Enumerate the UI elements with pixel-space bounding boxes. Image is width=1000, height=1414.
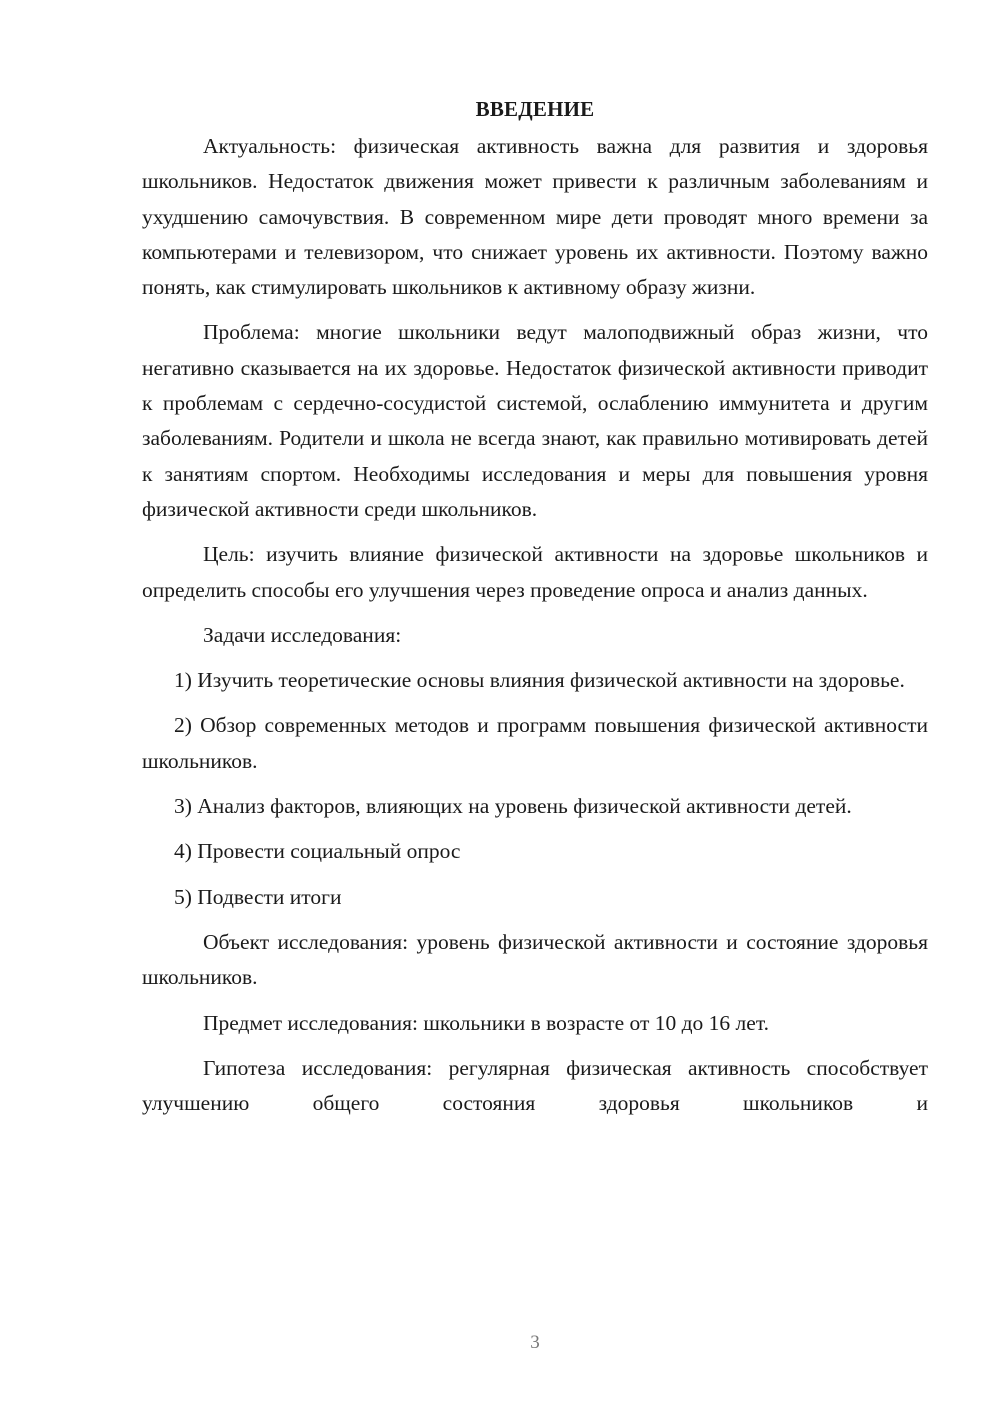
page-number: 3: [530, 1332, 540, 1353]
page-title: ВВЕДЕНИЕ: [475, 97, 595, 121]
relevance-paragraph: Актуальность: физическая активность важна для развития и здоровья школьников. Недостаток движения может привести к различным заболеваниям и ухудшению самочувствия. В современном мире дети проводят много времени за компьютерами и телевизором, что снижает уровень их активности. Поэтому важно понять, как стимулировать школьников к активному образу жизни.: [142, 134, 928, 300]
subject-paragraph: Предмет исследования: школьники в возрасте от 10 до 16 лет.: [203, 1010, 769, 1035]
list-item: 3) Анализ факторов, влияющих на уровень физической активности детей.: [174, 794, 852, 819]
list-item: 5) Подвести итоги: [174, 884, 342, 909]
problem-paragraph: Проблема: многие школьники ведут малоподвижный образ жизни, что негативно сказывается на их здоровье. Недостаток физической активности приводит к проблемам с сердечно-сосудистой системой, ослаблению иммунитета и другим заболеваниям. Родители и школа не всегда знают, как правильно мотивировать детей к занятиям спортом. Необходимы исследования и меры для повышения уровня физической активности среди школьников.: [142, 320, 928, 521]
list-item: 2) Обзор современных методов и программ повышения физической активности школьников.: [142, 713, 928, 773]
tasks-title: Задачи исследования:: [203, 622, 402, 647]
object-paragraph: Объект исследования: уровень физической активности и состояние здоровья школьников.: [142, 929, 928, 990]
hypothesis-paragraph: Гипотеза исследования: регулярная физическая активность способствует улучшению общего состояния здоровья школьников и: [142, 1055, 928, 1116]
list-item: 1) Изучить теоретические основы влияния физической активности на здоровье.: [174, 668, 905, 693]
document-page: [142, 92, 928, 1131]
list-item: 4) Провести социальный опрос: [174, 839, 461, 864]
goal-paragraph: Цель: изучить влияние физической активности на здоровье школьников и определить способы его улучшения через проведение опроса и анализ данных.: [142, 542, 928, 602]
